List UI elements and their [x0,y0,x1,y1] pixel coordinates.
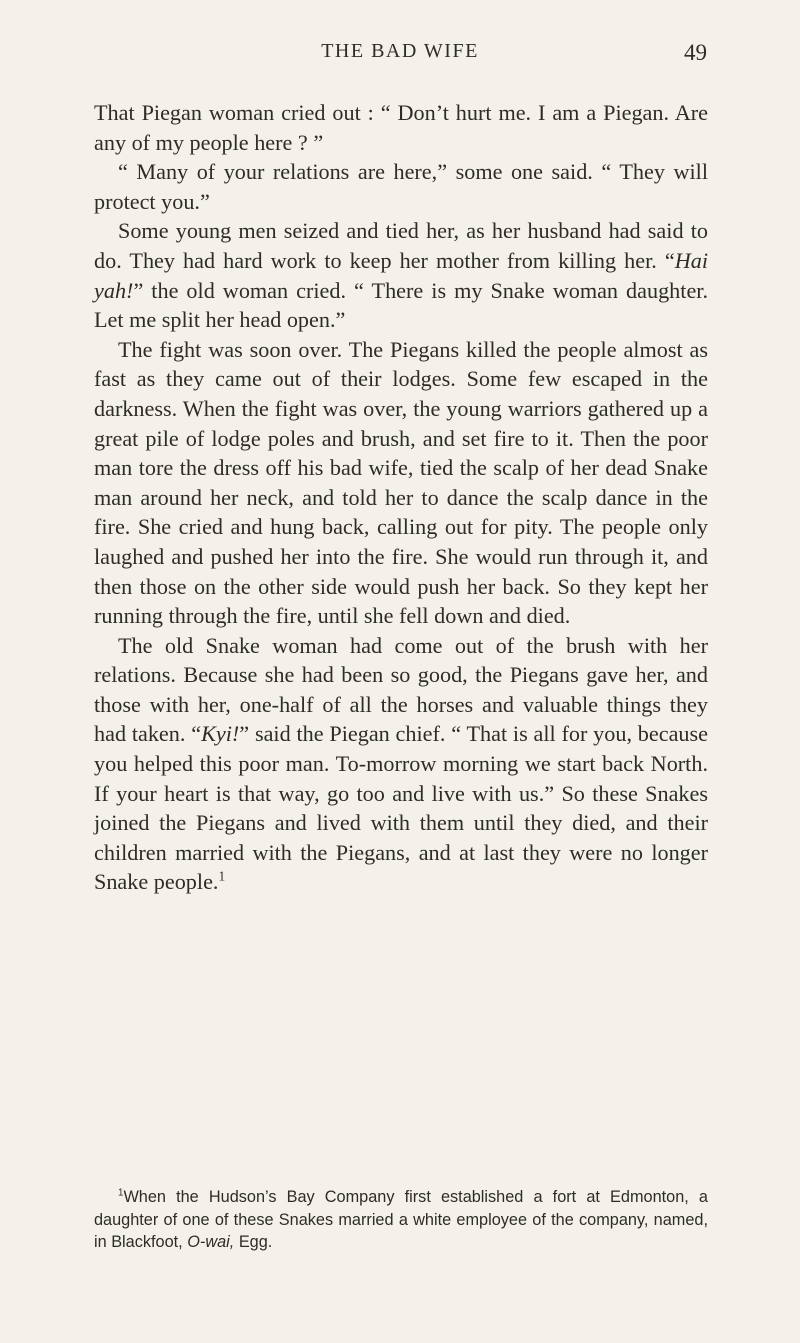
paragraph-text: ” said the Piegan chief. “ That is all for you, because you helped this poor man. To-morrow morning we start back North. If your heart is that way, go too and live with us.” [94,721,709,806]
paragraph [94,631,708,897]
paragraph-text: The old Snake woman had come out of the brush with her relations. Because she had been so good, the Piegans gave her, and those with her, one-half of all the horses and valuable things they had taken. [94,632,708,747]
footnote-text: Egg. [238,1233,273,1251]
footnote-text: When the Hudson’s Bay Company first established a fort at Edmonton, a daughter of one of these Snakes married a white employee of the company, named, in Blackfoot, [94,1188,708,1251]
quote-mark: “ [664,247,675,273]
paragraph [94,216,708,334]
paragraph-text: So these Snakes joined the Piegans and lived with them until they died, and their children married with the Piegans, and at last they were no longer Snake people. [94,780,708,895]
page-number: 49 [684,40,707,65]
paragraph: “ Many of your relations are here,” some one said. “ They will protect you.” [94,159,708,214]
paragraph: The fight was soon over. The Piegans killed the people almost as fast as they came out of their lodges. Some few escaped in the darkness. When the fight was over, the young warriors gathered up a great pile of lodge poles and brush, and set fire to it. Then the poor man tore the dress off his bad wife, tied the scalp of her dead Snake man around her neck, and told her to dance the scalp dance in the fire. She cried and hung back, calling out for pity. The people only laughed and pushed her into the fire. She would run through it, and then those on the other side would push her back. So they kept her running through the fire, until she fell down and died. [94,336,708,629]
quote-mark: “ [191,721,202,747]
paragraph: That Piegan woman cried out : “ Don’t hurt me. I am a Piegan. Are any of my people here ? ” [94,100,708,155]
paragraph-text: Some young men seized and tied her, as her husband had said to do. They had hard work to keep her mother from killing her. [94,218,708,273]
footnote-reference: 1 [218,869,226,885]
footnote-paragraph [94,1186,708,1254]
exclamation: Hai yah! [94,247,708,303]
running-head: THE BAD WIFE [321,40,479,62]
page-header [0,40,800,76]
footnote-italic-word: O-wai, [187,1233,235,1251]
footnote-marker: 1 [118,1187,124,1199]
body-text [94,98,708,897]
exclamation: Kyi! [201,721,240,747]
paragraph-text: ” the old woman cried. “ There is my Snake woman daughter. Let me split her head open.” [94,277,708,333]
footnote [94,1186,708,1254]
